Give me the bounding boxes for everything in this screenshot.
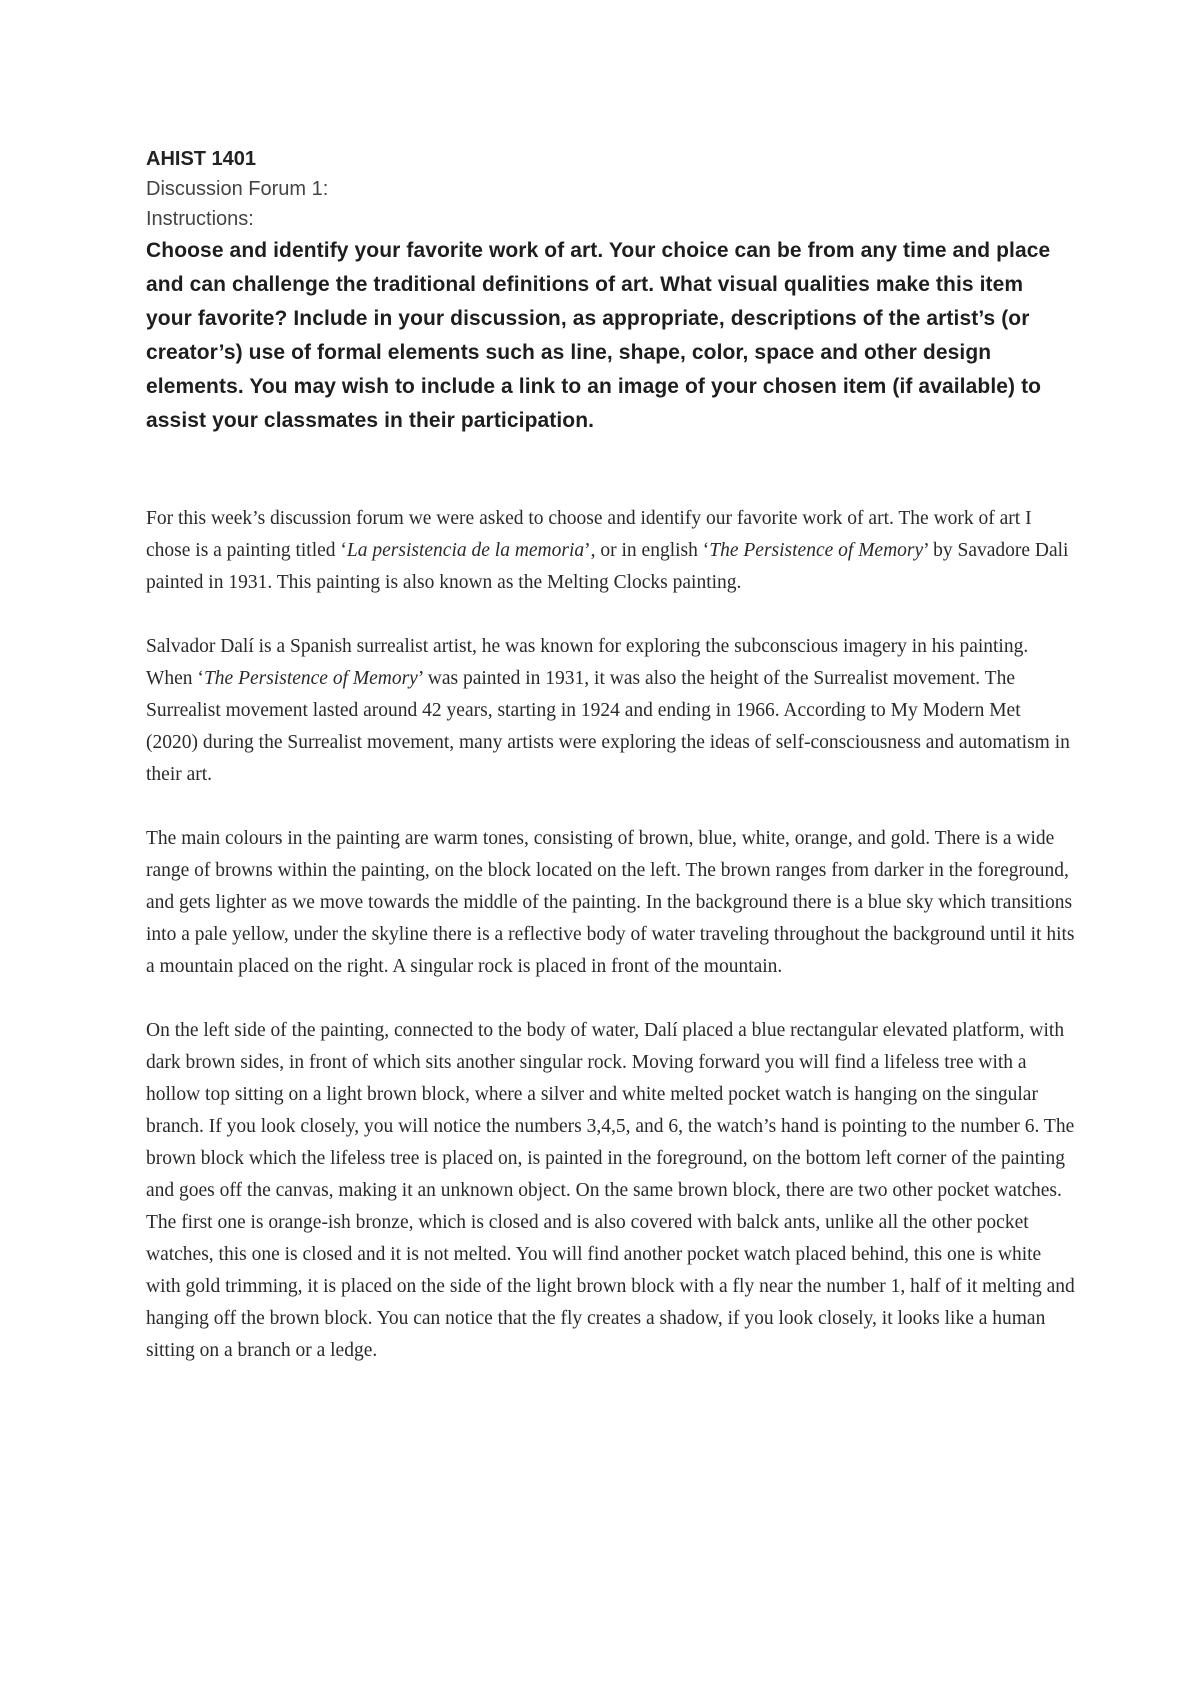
essay-body [146,503,1076,1367]
forum-title: Discussion Forum 1: [146,178,329,200]
paragraph-text: ’ was painted in 1931, it was also the height of the Surrealist movement. The Surrealist movement lasted around 42 years, starting in 1924 and ending in 1966. According to My Modern Met (2020) during the Surrealist movement, many artists were exploring the ideas of self-consciousness and automatism in their art. [146,668,1070,785]
paragraph-text: For this week’s discussion forum we were asked to choose and identify our favorite work of art. The work of art I chose is a painting titled ‘ [146,508,1032,561]
assignment-header [146,144,1066,438]
assignment-prompt: Choose and identify your favorite work of art. Your choice can be from any time and place and can challenge the traditional definitions of art. What visual qualities make this item your favorite? Include in your discussion, as appropriate, descriptions of the artist’s (or creator’s) use of formal elements such as line, shape, color, space and other design elements. You may wish to include a link to an image of your chosen item (if available) to assist your classmates in their participation. [146,239,1051,432]
instructions-label: Instructions: [146,208,254,230]
painting-title-spanish: La persistencia de la memoria [346,540,585,561]
painting-title-english: The Persistence of Memory [203,668,418,689]
course-code: AHIST 1401 [146,148,257,170]
paragraph-text: Salvador Dalí is a Spanish surrealist artist, he was known for exploring the subconscious imagery in his painting. When ‘ [146,636,1029,689]
painting-title-english: The Persistence of Memory [709,540,924,561]
essay-paragraph-1 [146,503,1076,599]
paragraph-text: ’, or in english ‘ [584,540,710,561]
essay-paragraph-2 [146,631,1076,791]
essay-paragraph-3: The main colours in the painting are warm tones, consisting of brown, blue, white, orange, and gold. There is a wide range of browns within the painting, on the block located on the left. The brown ranges from darker in the foreground, and gets lighter as we move towards the middle of the painting. In the background there is a blue sky which transitions into a pale yellow, under the skyline there is a reflective body of water traveling throughout the background until it hits a mountain placed on the right. A singular rock is placed in front of the mountain. [146,828,1075,977]
paragraph-text: ’ by Savadore Dali painted in 1931. This painting is also known as the Melting Clocks painting. [146,540,1069,593]
essay-paragraph-4: On the left side of the painting, connected to the body of water, Dalí placed a blue rectangular elevated platform, with dark brown sides, in front of which sits another singular rock. Moving forward you will find a lifeless tree with a hollow top sitting on a light brown block, where a silver and white melted pocket watch is hanging on the singular branch. If you look closely, you will notice the numbers 3,4,5, and 6, the watch’s hand is pointing to the number 6. The brown block which the lifeless tree is placed on, is painted in the foreground, on the bottom left corner of the painting and goes off the canvas, making it an unknown object. On the same brown block, there are two other pocket watches. The first one is orange-ish bronze, which is closed and is also covered with balck ants, unlike all the other pocket watches, this one is closed and it is not melted. You will find another pocket watch placed behind, this one is white with gold trimming, it is placed on the side of the light brown block with a fly near the number 1, half of it melting and hanging off the brown block. You can notice that the fly creates a shadow, if you look closely, it looks like a human sitting on a branch or a ledge. [146,1020,1075,1361]
